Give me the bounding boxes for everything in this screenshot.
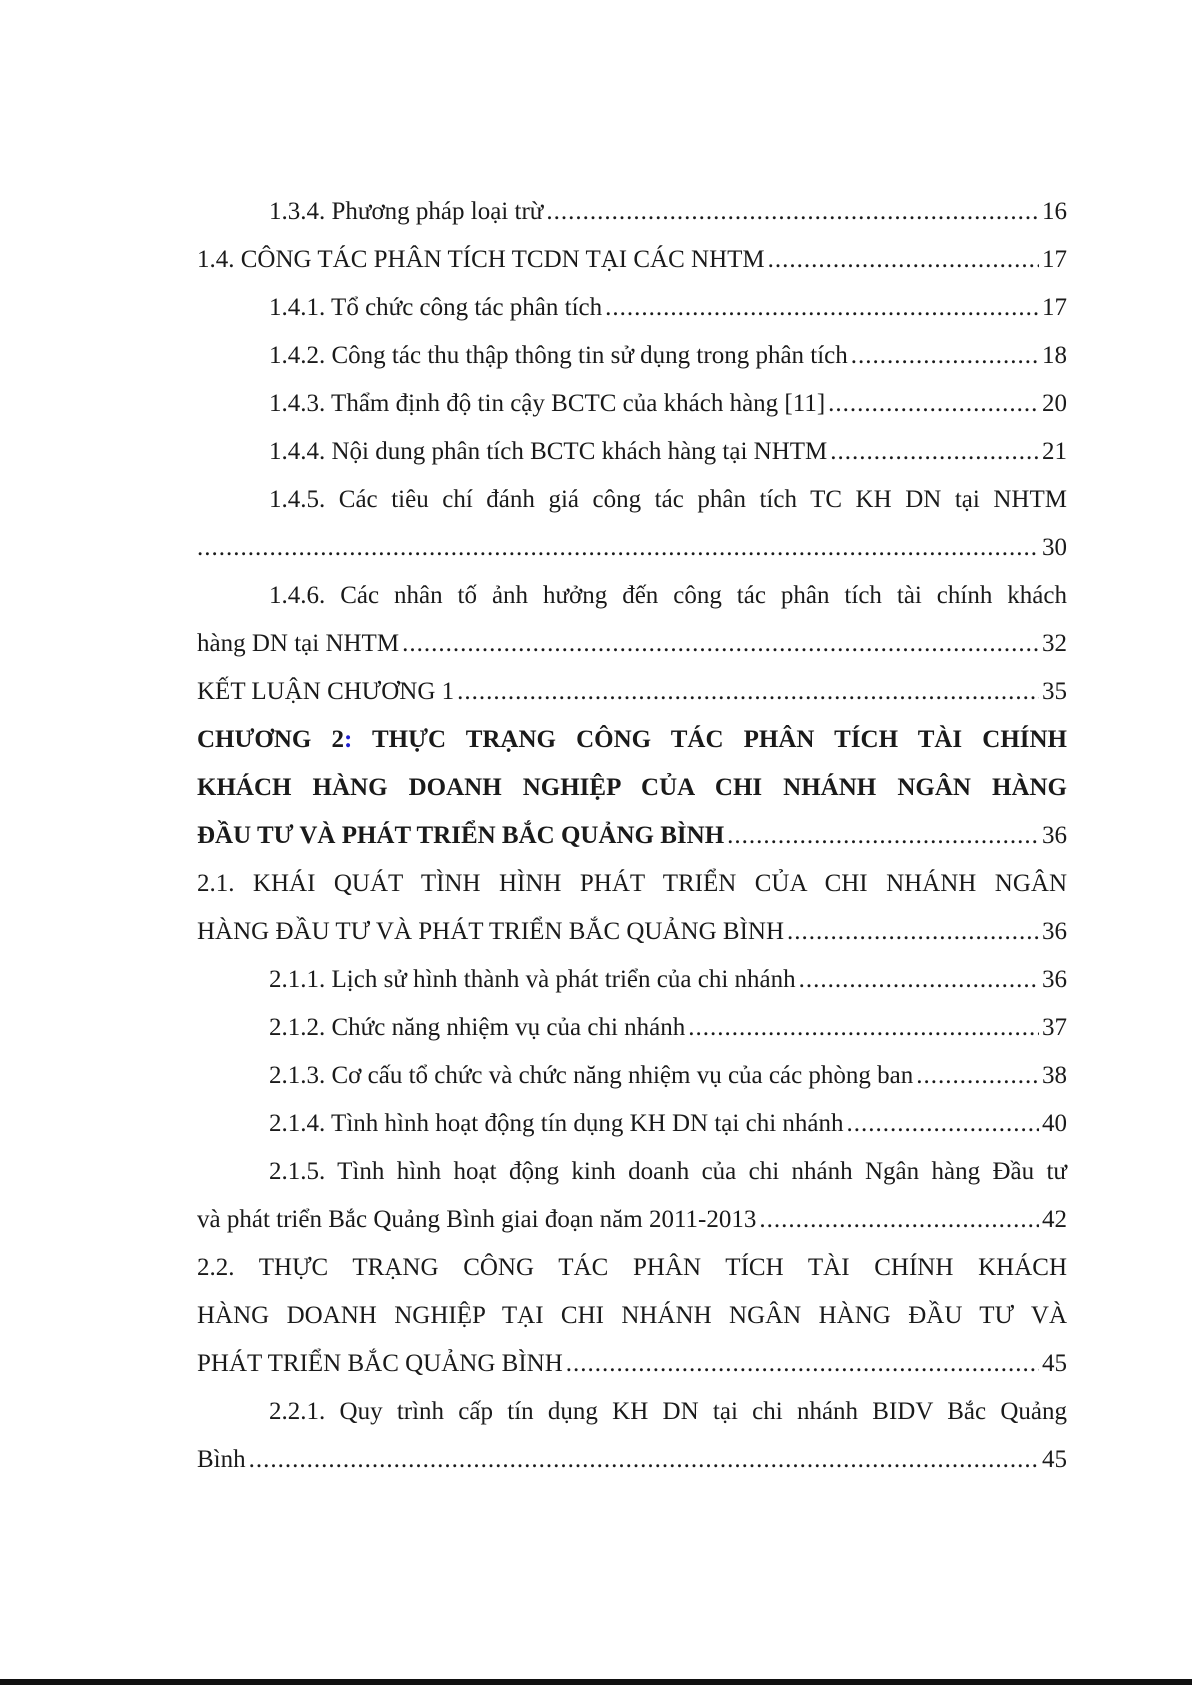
toc-entry-title: 2.1. KHÁI QUÁT TÌNH HÌNH PHÁT TRIỂN CỦA CHI NHÁNH NGÂN xyxy=(197,870,1067,897)
toc-entry-1-4-5[interactable] xyxy=(197,476,1067,524)
dot-leader xyxy=(768,236,1039,284)
toc-entry-2-1-2[interactable] xyxy=(197,1004,1067,1052)
toc-entry-title-continued: PHÁT TRIỂN BẮC QUẢNG BÌNH xyxy=(197,1350,563,1377)
toc-entry-title: 2.1.5. Tình hình hoạt động kinh doanh của chi nhánh Ngân hàng Đầu tư xyxy=(269,1158,1067,1185)
toc-entry-chuong-2-line-2[interactable] xyxy=(197,764,1067,812)
toc-page-number: 20 xyxy=(1042,390,1067,417)
toc-page-number: 35 xyxy=(1042,678,1067,705)
toc-entry-title: 2.1.4. Tình hình hoạt động tín dụng KH DN tại chi nhánh xyxy=(269,1110,844,1137)
toc-entry-title: 1.3.4. Phương pháp loại trừ xyxy=(269,198,544,225)
toc-page-number: 17 xyxy=(1042,246,1067,273)
dot-leader xyxy=(249,1436,1039,1484)
toc-entry-title: 2.2.1. Quy trình cấp tín dụng KH DN tại chi nhánh BIDV Bắc Quảng xyxy=(269,1398,1067,1425)
toc-entry-1-4-2[interactable] xyxy=(197,332,1067,380)
toc-entry-2-2-1-continued[interactable] xyxy=(197,1436,1067,1484)
toc-entry-2-1-5-continued[interactable] xyxy=(197,1196,1067,1244)
toc-entry-title: 1.4.3. Thẩm định độ tin cậy BCTC của khách hàng [11] xyxy=(269,390,826,417)
dot-leader xyxy=(727,812,1039,860)
toc-entry-title: KẾT LUẬN CHƯƠNG 1 xyxy=(197,678,455,705)
dot-leader xyxy=(688,1004,1039,1052)
toc-page-number: 45 xyxy=(1042,1446,1067,1473)
toc-entry-title: 1.4.5. Các tiêu chí đánh giá công tác phân tích TC KH DN tại NHTM xyxy=(269,486,1067,513)
toc-page-number: 42 xyxy=(1042,1206,1067,1233)
chapter-prefix: CHƯƠNG 2 xyxy=(197,726,344,753)
toc-entry-title: 2.1.1. Lịch sử hình thành và phát triển của chi nhánh xyxy=(269,966,796,993)
toc-entry-2-1-continued[interactable] xyxy=(197,908,1067,956)
dot-leader xyxy=(828,380,1039,428)
toc-page-number: 36 xyxy=(1042,966,1067,993)
toc-page-number: 37 xyxy=(1042,1014,1067,1041)
toc-entry-1-4-5-continued[interactable] xyxy=(197,524,1067,572)
chapter-title-line-2: KHÁCH HÀNG DOANH NGHIỆP CỦA CHI NHÁNH NGÂN HÀNG xyxy=(197,774,1067,801)
bottom-edge-rule xyxy=(0,1679,1192,1685)
dot-leader xyxy=(916,1052,1039,1100)
toc-entry-chuong-2[interactable] xyxy=(197,716,1067,764)
toc-entry-2-1[interactable] xyxy=(197,860,1067,908)
toc-entry-2-1-1[interactable] xyxy=(197,956,1067,1004)
toc-entry-title: 1.4.4. Nội dung phân tích BCTC khách hàng tại NHTM xyxy=(269,438,828,465)
toc-entry-1-4[interactable] xyxy=(197,236,1067,284)
table-of-contents xyxy=(197,188,1067,1484)
toc-page-number: 16 xyxy=(1042,198,1067,225)
toc-entry-ket-luan-chuong-1[interactable] xyxy=(197,668,1067,716)
toc-entry-1-4-1[interactable] xyxy=(197,284,1067,332)
dot-leader xyxy=(546,188,1039,236)
toc-entry-2-1-3[interactable] xyxy=(197,1052,1067,1100)
toc-entry-title: 2.1.2. Chức năng nhiệm vụ của chi nhánh xyxy=(269,1014,686,1041)
toc-entry-2-1-5[interactable] xyxy=(197,1148,1067,1196)
toc-chapter-heading xyxy=(197,716,1067,764)
toc-page-number: 36 xyxy=(1042,918,1067,945)
toc-entry-title-continued: và phát triển Bắc Quảng Bình giai đoạn năm 2011-2013 xyxy=(197,1206,757,1233)
toc-page-number: 45 xyxy=(1042,1350,1067,1377)
dot-leader xyxy=(759,1196,1039,1244)
toc-entry-title-continued: hàng DN tại NHTM xyxy=(197,630,400,657)
dot-leader xyxy=(605,284,1039,332)
chapter-title-line-1: THỰC TRẠNG CÔNG TÁC PHÂN TÍCH TÀI CHÍNH xyxy=(371,726,1068,753)
toc-entry-1-4-4[interactable] xyxy=(197,428,1067,476)
dot-leader xyxy=(799,956,1039,1004)
chapter-title-line-3: ĐẦU TƯ VÀ PHÁT TRIỂN BẮC QUẢNG BÌNH xyxy=(197,822,725,849)
toc-entry-2-1-4[interactable] xyxy=(197,1100,1067,1148)
toc-entry-title: 2.2. THỰC TRẠNG CÔNG TÁC PHÂN TÍCH TÀI CHÍNH KHÁCH xyxy=(197,1254,1067,1281)
toc-entry-chuong-2-line-3[interactable] xyxy=(197,812,1067,860)
toc-entry-2-2-line-3[interactable] xyxy=(197,1340,1067,1388)
dot-leader xyxy=(830,428,1039,476)
dot-leader xyxy=(197,524,1039,572)
toc-page-number: 30 xyxy=(1042,534,1067,561)
dot-leader xyxy=(457,668,1039,716)
toc-page-number: 32 xyxy=(1042,630,1067,657)
toc-page-number: 18 xyxy=(1042,342,1067,369)
toc-entry-1-4-6[interactable] xyxy=(197,572,1067,620)
dot-leader xyxy=(566,1340,1039,1388)
toc-page-number: 40 xyxy=(1042,1110,1067,1137)
toc-entry-2-2-line-2[interactable] xyxy=(197,1292,1067,1340)
toc-entry-1-4-6-continued[interactable] xyxy=(197,620,1067,668)
toc-entry-2-2-1[interactable] xyxy=(197,1388,1067,1436)
dot-leader xyxy=(851,332,1039,380)
dot-leader xyxy=(847,1100,1040,1148)
toc-entry-title-continued: HÀNG ĐẦU TƯ VÀ PHÁT TRIỂN BẮC QUẢNG BÌNH xyxy=(197,918,785,945)
toc-entry-title-continued: Bình xyxy=(197,1446,246,1473)
toc-entry-title-continued: HÀNG DOANH NGHIỆP TẠI CHI NHÁNH NGÂN HÀNG ĐẦU TƯ VÀ xyxy=(197,1302,1067,1329)
toc-entry-title: 2.1.3. Cơ cấu tổ chức và chức năng nhiệm vụ của các phòng ban xyxy=(269,1062,914,1089)
toc-entry-2-2[interactable] xyxy=(197,1244,1067,1292)
toc-entry-1-3-4[interactable] xyxy=(197,188,1067,236)
toc-page-number: 21 xyxy=(1042,438,1067,465)
dot-leader xyxy=(402,620,1039,668)
toc-page-number: 36 xyxy=(1042,822,1067,849)
toc-entry-title: 1.4.1. Tổ chức công tác phân tích xyxy=(269,294,603,321)
toc-page-number: 38 xyxy=(1042,1062,1067,1089)
chapter-colon: : xyxy=(343,726,353,753)
toc-page-number: 17 xyxy=(1042,294,1067,321)
toc-entry-1-4-3[interactable] xyxy=(197,380,1067,428)
toc-entry-title: 1.4. CÔNG TÁC PHÂN TÍCH TCDN TẠI CÁC NHTM xyxy=(197,246,765,273)
toc-entry-title: 1.4.2. Công tác thu thập thông tin sử dụng trong phân tích xyxy=(269,342,848,369)
dot-leader xyxy=(787,908,1039,956)
toc-entry-title: 1.4.6. Các nhân tố ảnh hưởng đến công tác phân tích tài chính khách xyxy=(269,582,1067,609)
